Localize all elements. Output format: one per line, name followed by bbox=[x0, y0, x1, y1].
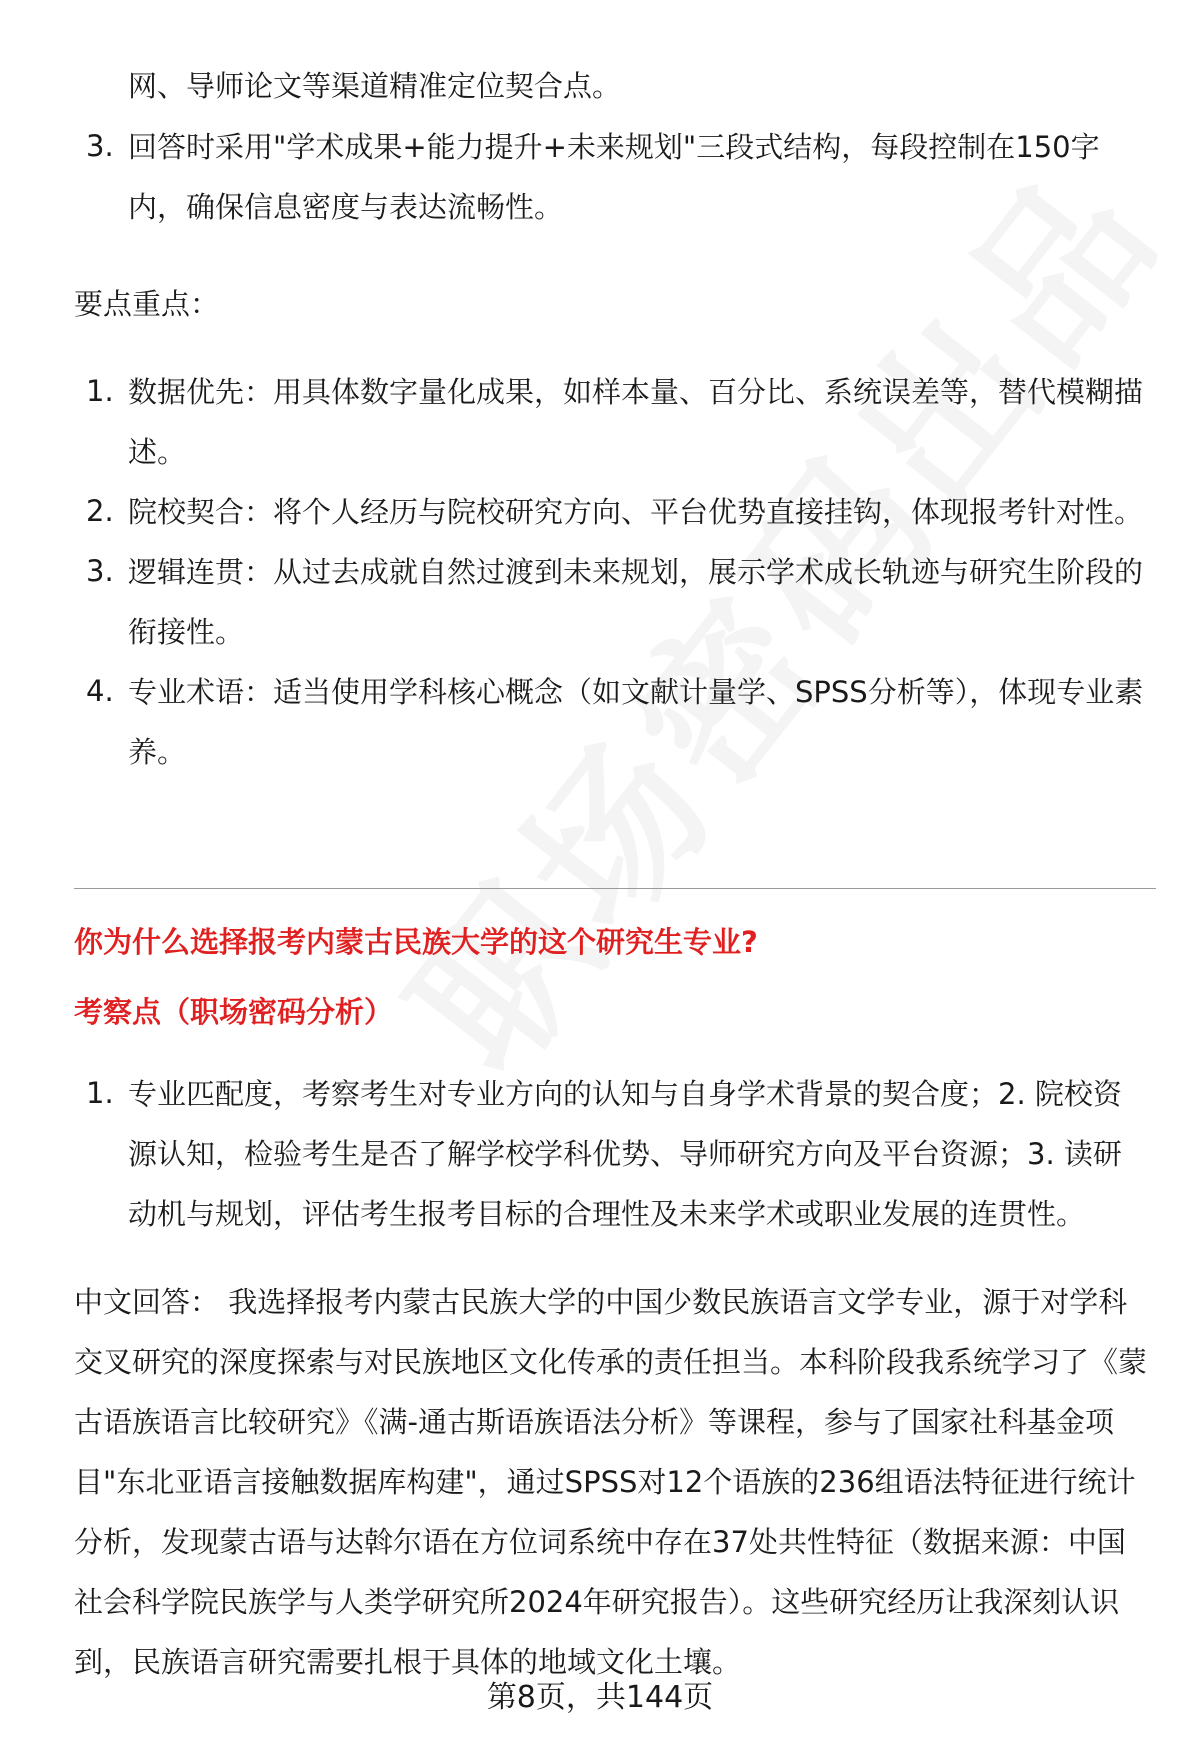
analysis-list bbox=[0, 1064, 1200, 1244]
list-item-text: 专业匹配度，考察考生对专业方向的认知与自身学术背景的契合度；2. 院校资源认知，检验考生是否了解学校学科优势、导师研究方向及平台资源；3. 读研动机与规划，评估考生报考目标的合理性及未来学术或职业发展的连贯性。 bbox=[128, 1077, 1122, 1231]
list-item-text: 逻辑连贯：从过去成就自然过渡到未来规划，展示学术成长轨迹与研究生阶段的衔接性。 bbox=[128, 555, 1144, 649]
list-item-number: 2. bbox=[86, 494, 114, 528]
list-item-continuation: 网、导师论文等渠道精准定位契合点。 bbox=[128, 69, 622, 103]
list-item bbox=[0, 117, 1148, 237]
intro-section bbox=[0, 57, 1200, 237]
analysis-subtitle: 考察点（职场密码分析） bbox=[74, 995, 394, 1029]
list-item-text: 回答时采用"学术成果+能力提升+未来规划"三段式结构，每段控制在150字内，确保信息密度与表达流畅性。 bbox=[128, 130, 1100, 224]
list-item-text: 数据优先：用具体数字量化成果，如样本量、百分比、系统误差等，替代模糊描述。 bbox=[128, 375, 1144, 469]
question-title: 你为什么选择报考内蒙古民族大学的这个研究生专业? bbox=[74, 925, 758, 959]
list-item-number: 4. bbox=[86, 674, 114, 708]
list-item bbox=[0, 1064, 1148, 1244]
list-item-text: 专业术语：适当使用学科核心概念（如文献计量学、SPSS分析等），体现专业素养。 bbox=[128, 675, 1144, 769]
page-number: 第8页，共144页 bbox=[486, 1680, 714, 1715]
key-points-heading: 要点重点： bbox=[74, 287, 220, 321]
list-item-number: 3. bbox=[86, 554, 114, 588]
list-item-number: 1. bbox=[86, 374, 114, 408]
list-item bbox=[0, 662, 1148, 782]
answer-paragraph: 中文回答： 我选择报考内蒙古民族大学的中国少数民族语言文学专业，源于对学科交叉研究的深度探索与对民族地区文化传承的责任担当。本科阶段我系统学习了《蒙古语族语言比较研究》《满-通古斯语族语法分析》等课程，参与了国家社科基金项目"东北亚语言接触数据库构建"，通过SPSS对12个语族的236组语法特征进行统计分析，发现蒙古语与达斡尔语在方位词系统中存在37处共性特征（数据来源：中国社会科学院民族学与人类学研究所2024年研究报告）。这些研究经历让我深刻认识到，民族语言研究需要扎根于具体的地域文化土壤。 bbox=[74, 1285, 1148, 1679]
list-item-text: 院校契合：将个人经历与院校研究方向、平台优势直接挂钩，体现报考针对性。 bbox=[128, 495, 1144, 529]
section-divider bbox=[74, 888, 1156, 889]
list-item bbox=[0, 542, 1148, 662]
key-points-list bbox=[0, 362, 1200, 782]
list-item-number: 1. bbox=[86, 1076, 114, 1110]
list-item-number: 3. bbox=[86, 129, 114, 163]
list-item bbox=[0, 362, 1148, 482]
list-item bbox=[0, 482, 1148, 542]
